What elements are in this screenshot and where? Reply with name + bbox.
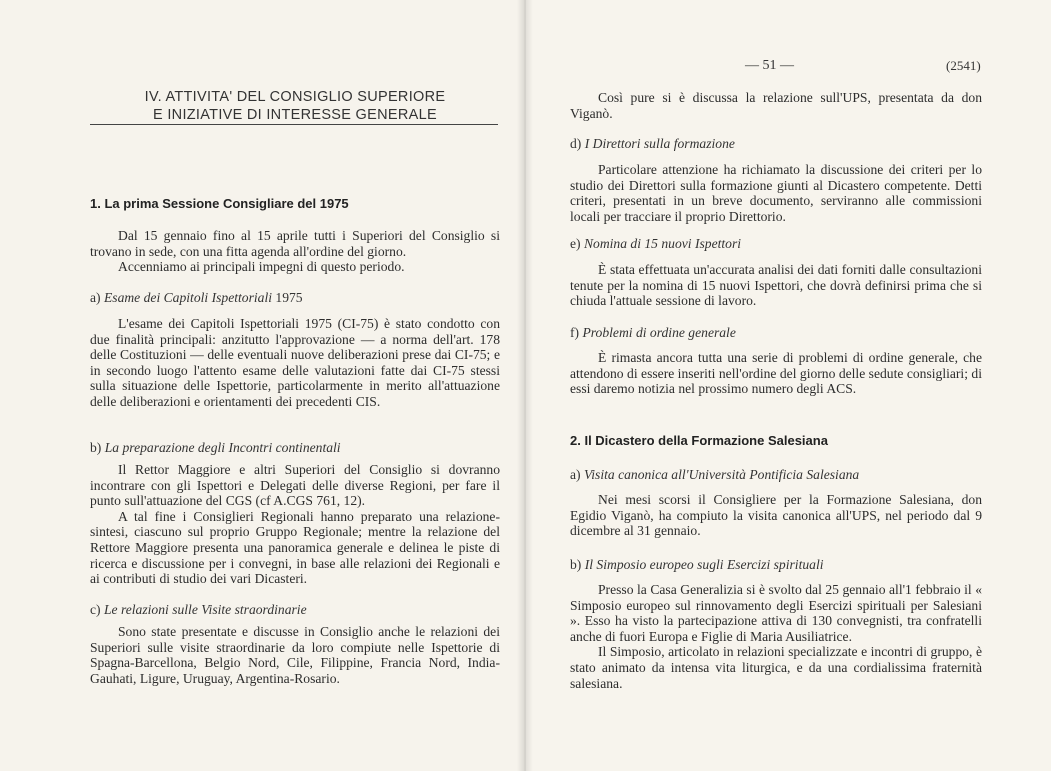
subsection-f-title: Problemi di ordine generale [582,325,736,340]
section1-title: 1. La prima Sessione Consigliare del 1975 [90,196,349,211]
book-gutter [517,0,533,771]
chapter-heading [90,88,500,124]
subsection-c-letter: c) [90,602,101,617]
intro-paragraph-2: Accenniamo ai principali impegni di questo periodo. [118,259,405,275]
subsection-a-title: Esame dei Capitoli Ispettoriali [103,290,272,305]
chapter-heading-line2: E INIZIATIVE DI INTERESSE GENERALE [153,107,437,123]
subsection-b-title: La preparazione degli Incontri continentali [104,440,341,455]
subsection-a-heading [90,290,303,306]
subsection-a-paragraph: L'esame dei Capitoli Ispettoriali 1975 (CI-75) è stato condotto con due finalità principali: anzitutto l'approvazione — a norma dell'art. 178 delle Costituzioni — delle eventuali nuove deliberazioni prese dai CI-75; e in secondo luogo l'attento esame delle valutazioni fatte dai CI-75 stessi sulla situazione delle Ispettorie, particolarmente in merito all'attuazione delle deliberazioni e orientamenti dei precedenti CIS. [90,316,500,409]
subsection-e-text [570,262,982,309]
subsection-e-paragraph: È stata effettuata un'accurata analisi dei dati forniti dalle consultazioni tenute per la nomina di 15 nuovi Ispettori, che dovrà definirsi prima che si chiuda l'attuale sessione di lavoro. [570,262,982,309]
continuation-paragraph: Così pure si è discussa la relazione sull'UPS, presentata da don Viganò. [570,90,982,121]
subsection-c-title: Le relazioni sulle Visite straordinarie [103,602,307,617]
subsection-2b-paragraph-2: Il Simposio, articolato in relazioni specializzate e incontri di gruppo, è stato animato da intensa vita liturgica, e da una cordialissima fraternità salesiana. [570,644,982,691]
subsection-a-text [90,316,500,410]
subsection-d-title: I Direttori sulla formazione [584,136,735,151]
subsection-2b-text [570,582,982,691]
subsection-f-text [570,350,982,397]
subsection-b-heading [90,440,341,456]
subsection-e-title: Nomina di 15 nuovi Ispettori [583,236,742,251]
subsection-e-heading [570,236,741,252]
subsection-2a-text [570,492,982,539]
intro-text [90,228,500,275]
subsection-2b-title: Il Simposio europeo sugli Esercizi spirituali [584,557,824,572]
subsection-b-text [90,462,500,587]
continuation-text [570,90,982,121]
heading-rule [90,124,498,125]
subsection-c-heading [90,602,307,618]
subsection-2b-paragraph-1: Presso la Casa Generalizia si è svolto dal 25 gennaio all'1 febbraio il « Simposio europeo sul rinnovamento degli Esercizi spirituali per Salesiani ». Esso ha visto la partecipazione attiva di 130 convegnisti, tra confratelli anche di fuori Europa e Figlie di Maria Ausiliatrice. [570,582,982,644]
subsection-d-paragraph: Particolare attenzione ha richiamato la discussione dei criteri per lo studio dei Direttori sulla formazione giunti al Dicastero competente. Detti criteri, presentati in un breve documento, serviranno alle commissioni locali per tracciare il proprio Direttorio. [570,162,982,224]
page-number: — 51 — [745,58,794,73]
chapter-heading-line1: IV. ATTIVITA' DEL CONSIGLIO SUPERIORE [144,89,446,105]
subsection-f-paragraph: È rimasta ancora tutta una serie di problemi di ordine generale, che attendono di essere inseriti nell'ordine del giorno delle sedute consigliari; di essi daremo notizia nel prossimo numero degli ACS. [570,350,982,397]
subsection-d-text [570,162,982,224]
subsection-c-text [90,624,500,686]
subsection-d-heading [570,136,735,152]
right-page [525,0,1051,771]
subsection-f-heading [570,325,736,341]
subsection-2b-letter: b) [570,557,582,572]
subsection-b-letter: b) [90,440,102,455]
subsection-a-letter: a) [90,290,101,305]
subsection-b-paragraph-1: Il Rettor Maggiore e altri Superiori del Consiglio si dovranno incontrare con gli Ispettori e Delegati delle diverse Regioni, per fare il punto sull'attuazione del CGS (cf A.CGS 761, 12). [90,462,500,509]
subsection-2a-letter: a) [570,467,581,482]
subsection-a-year: 1975 [275,290,303,305]
subsection-f-letter: f) [570,325,580,340]
subsection-2b-heading [570,557,824,573]
subsection-2a-heading [570,467,859,483]
subsection-b-paragraph-2: A tal fine i Consiglieri Regionali hanno preparato una relazione-sintesi, ciascuno sul proprio Gruppo Regionale; mentre la relazione del Rettore Maggiore presenta una panoramica generale e delinea le piste di ricerca e discussione per i convegni, in base alle relazioni dei Regionali e ai contributi di studio dei vari Dicasteri. [90,508,500,587]
subsection-d-letter: d) [570,136,582,151]
intro-paragraph-1: Dal 15 gennaio fino al 15 aprile tutti i Superiori del Consiglio si trovano in sede, con una fitta agenda all'ordine del giorno. [90,228,500,259]
reference-number: (2541) [946,58,981,73]
left-page [0,0,525,771]
subsection-e-letter: e) [570,236,581,251]
section2-title: 2. Il Dicastero della Formazione Salesiana [570,433,828,448]
subsection-2a-title: Visita canonica all'Università Pontificia Salesiana [583,467,860,482]
subsection-c-paragraph: Sono state presentate e discusse in Consiglio anche le relazioni dei Superiori sulle visite straordinarie da loro compiute nelle Ispettorie di Spagna-Barcellona, Belgio Nord, Cile, Filippine, Francia Nord, India-Gauhati, Ligure, Uruguay, Argentina-Rosario. [90,624,500,686]
subsection-2a-paragraph: Nei mesi scorsi il Consigliere per la Formazione Salesiana, don Egidio Viganò, ha compiuto la visita canonica all'UPS, nel periodo dal 9 dicembre al 31 gennaio. [570,492,982,539]
